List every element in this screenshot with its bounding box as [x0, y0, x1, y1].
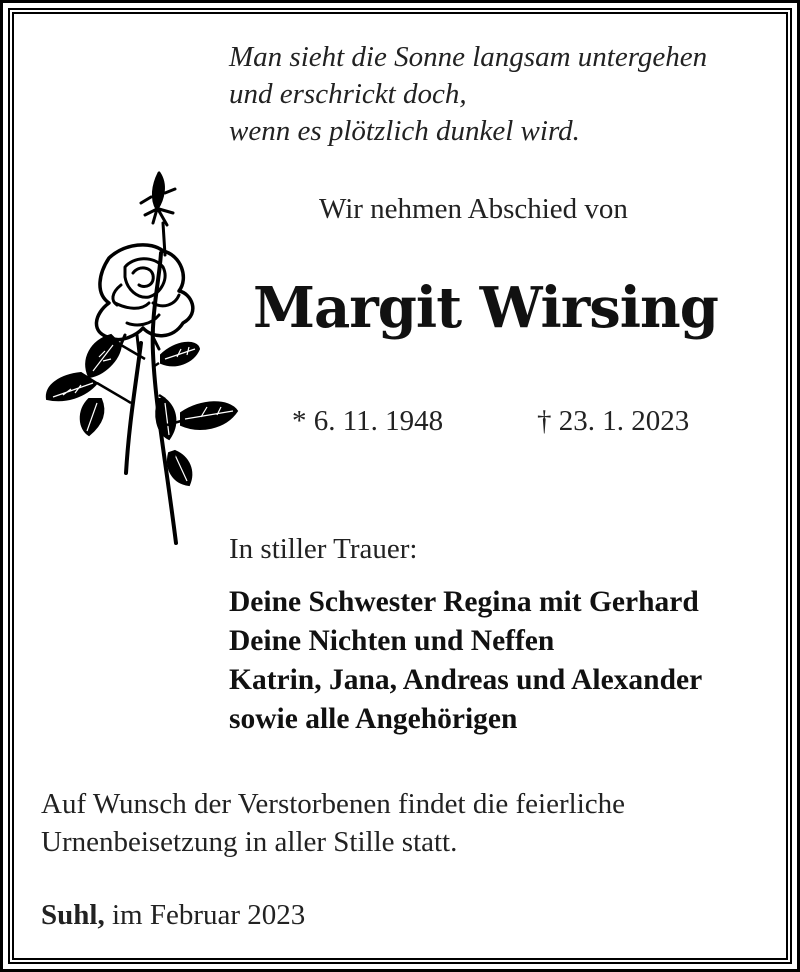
funeral-notice	[41, 785, 625, 861]
place-month: im Februar 2023	[111, 899, 306, 931]
mourners-list	[229, 583, 702, 739]
notice-line: Urnenbeisetzung in aller Stille statt.	[41, 826, 458, 858]
deceased-name: Margit Wirsing	[253, 275, 718, 341]
rose-icon	[41, 163, 241, 548]
mourner-line: sowie alle Angehörigen	[229, 703, 518, 735]
farewell-intro: Wir nehmen Abschied von	[319, 193, 628, 225]
mourner-line: Deine Nichten und Neffen	[229, 625, 555, 657]
notice-line: Auf Wunsch der Verstorbenen findet die feierliche	[41, 788, 625, 820]
mourner-line: Katrin, Jana, Andreas und Alexander	[229, 664, 703, 696]
death-date: † 23. 1. 2023	[537, 405, 690, 437]
poem-line: und erschrickt doch,	[229, 78, 467, 110]
place-date	[41, 899, 305, 932]
birth-date: * 6. 11. 1948	[292, 405, 444, 437]
place-city: Suhl,	[41, 899, 105, 931]
poem	[229, 39, 707, 150]
mourner-line: Deine Schwester Regina mit Gerhard	[229, 586, 699, 618]
mourning-heading: In stiller Trauer:	[229, 533, 418, 565]
poem-line: Man sieht die Sonne langsam untergehen	[229, 41, 708, 73]
poem-line: wenn es plötzlich dunkel wird.	[229, 115, 580, 147]
